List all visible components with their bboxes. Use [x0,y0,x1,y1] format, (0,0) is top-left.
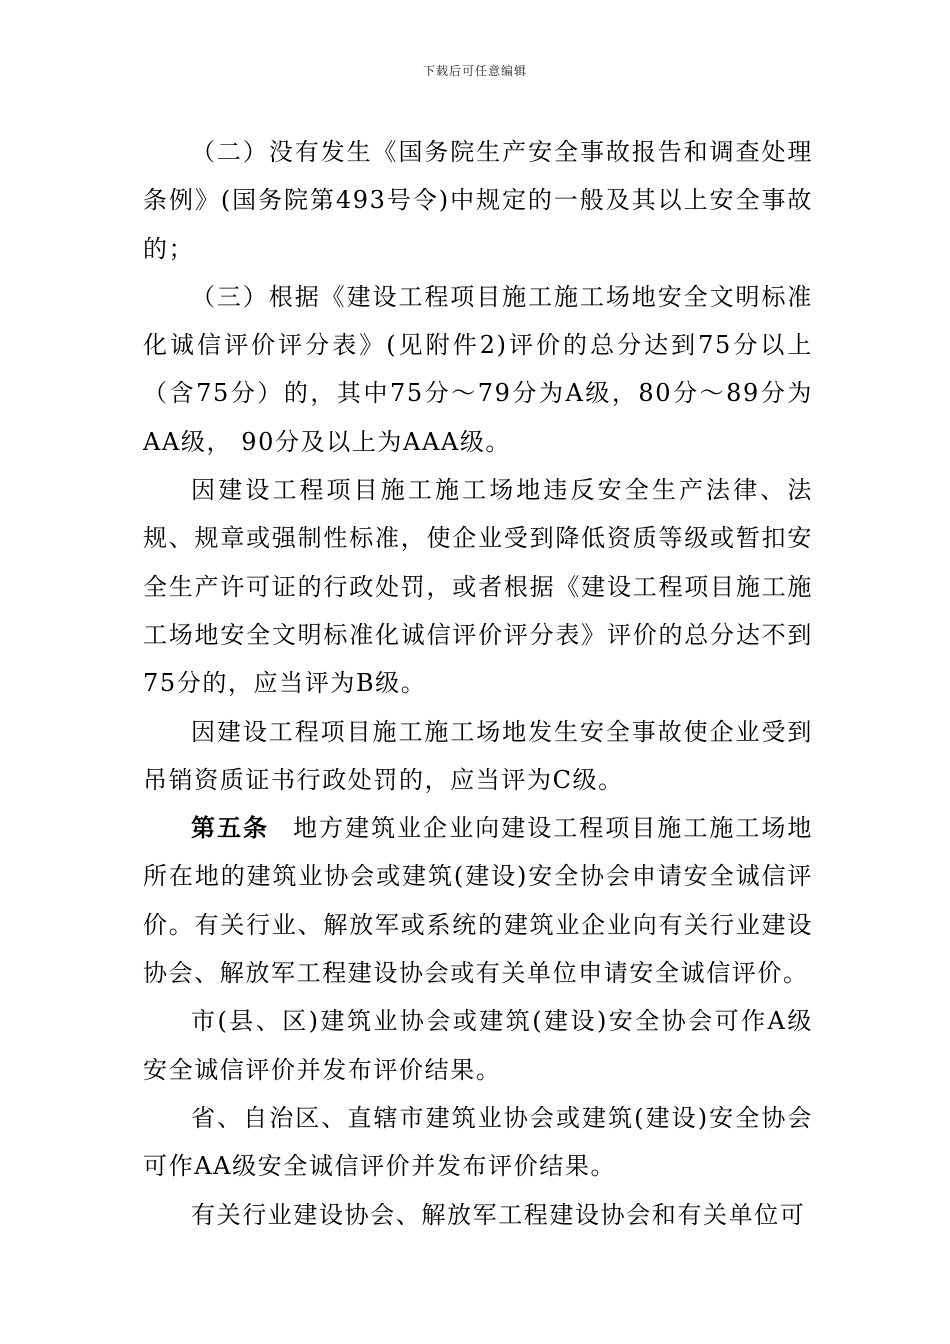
article-5-text: 地方建筑业企业向建设工程项目施工施工场地所在地的建筑业协会或建筑(建设)安全协会申请安全诚信评价。有关行业、解放军或系统的建筑业企业向有关行业建设协会、解放军工程建设协会或有关单位申请安全诚信评价。 [143,814,813,988]
document-body [143,128,813,1239]
paragraph-item-3: （三）根据《建设工程项目施工施工场地安全文明标准化诚信评价评分表》(见附件2)评价的总分达到75分以上（含75分）的，其中75分～79分为A级，80分～89分为AA级， 90分及以上为AAA级。 [143,282,813,456]
paragraph-province-level: 省、自治区、直辖市建筑业协会或建筑(建设)安全协会可作AA级安全诚信评价并发布评价结果。 [143,1103,813,1181]
paragraph-city-level: 市(县、区)建筑业协会或建筑(建设)安全协会可作A级安全诚信评价并发布评价结果。 [143,1007,813,1084]
page-header: 下载后可任意编辑 [422,64,527,78]
paragraph-industry-level: 有关行业建设协会、解放军工程建设协会和有关单位可 [191,1200,806,1229]
paragraph-item-2: （二）没有发生《国务院生产安全事故报告和调查处理条例》(国务院第493号令)中规定的一般及其以上安全事故的； [143,138,813,263]
article-label: 第五条 [191,813,270,843]
paragraph-grade-b: 因建设工程项目施工施工场地违反安全生产法律、法规、规章或强制性标准，使企业受到降低资质等级或暂扣安全生产许可证的行政处罚，或者根据《建设工程项目施工施工场地安全文明标准化诚信评价评分表》评价的总分达不到75分的，应当评为B级。 [143,476,813,698]
paragraph-grade-c: 因建设工程项目施工施工场地发生安全事故使企业受到吊销资质证书行政处罚的，应当评为C级。 [143,717,813,794]
paragraph-article-5 [143,804,813,997]
